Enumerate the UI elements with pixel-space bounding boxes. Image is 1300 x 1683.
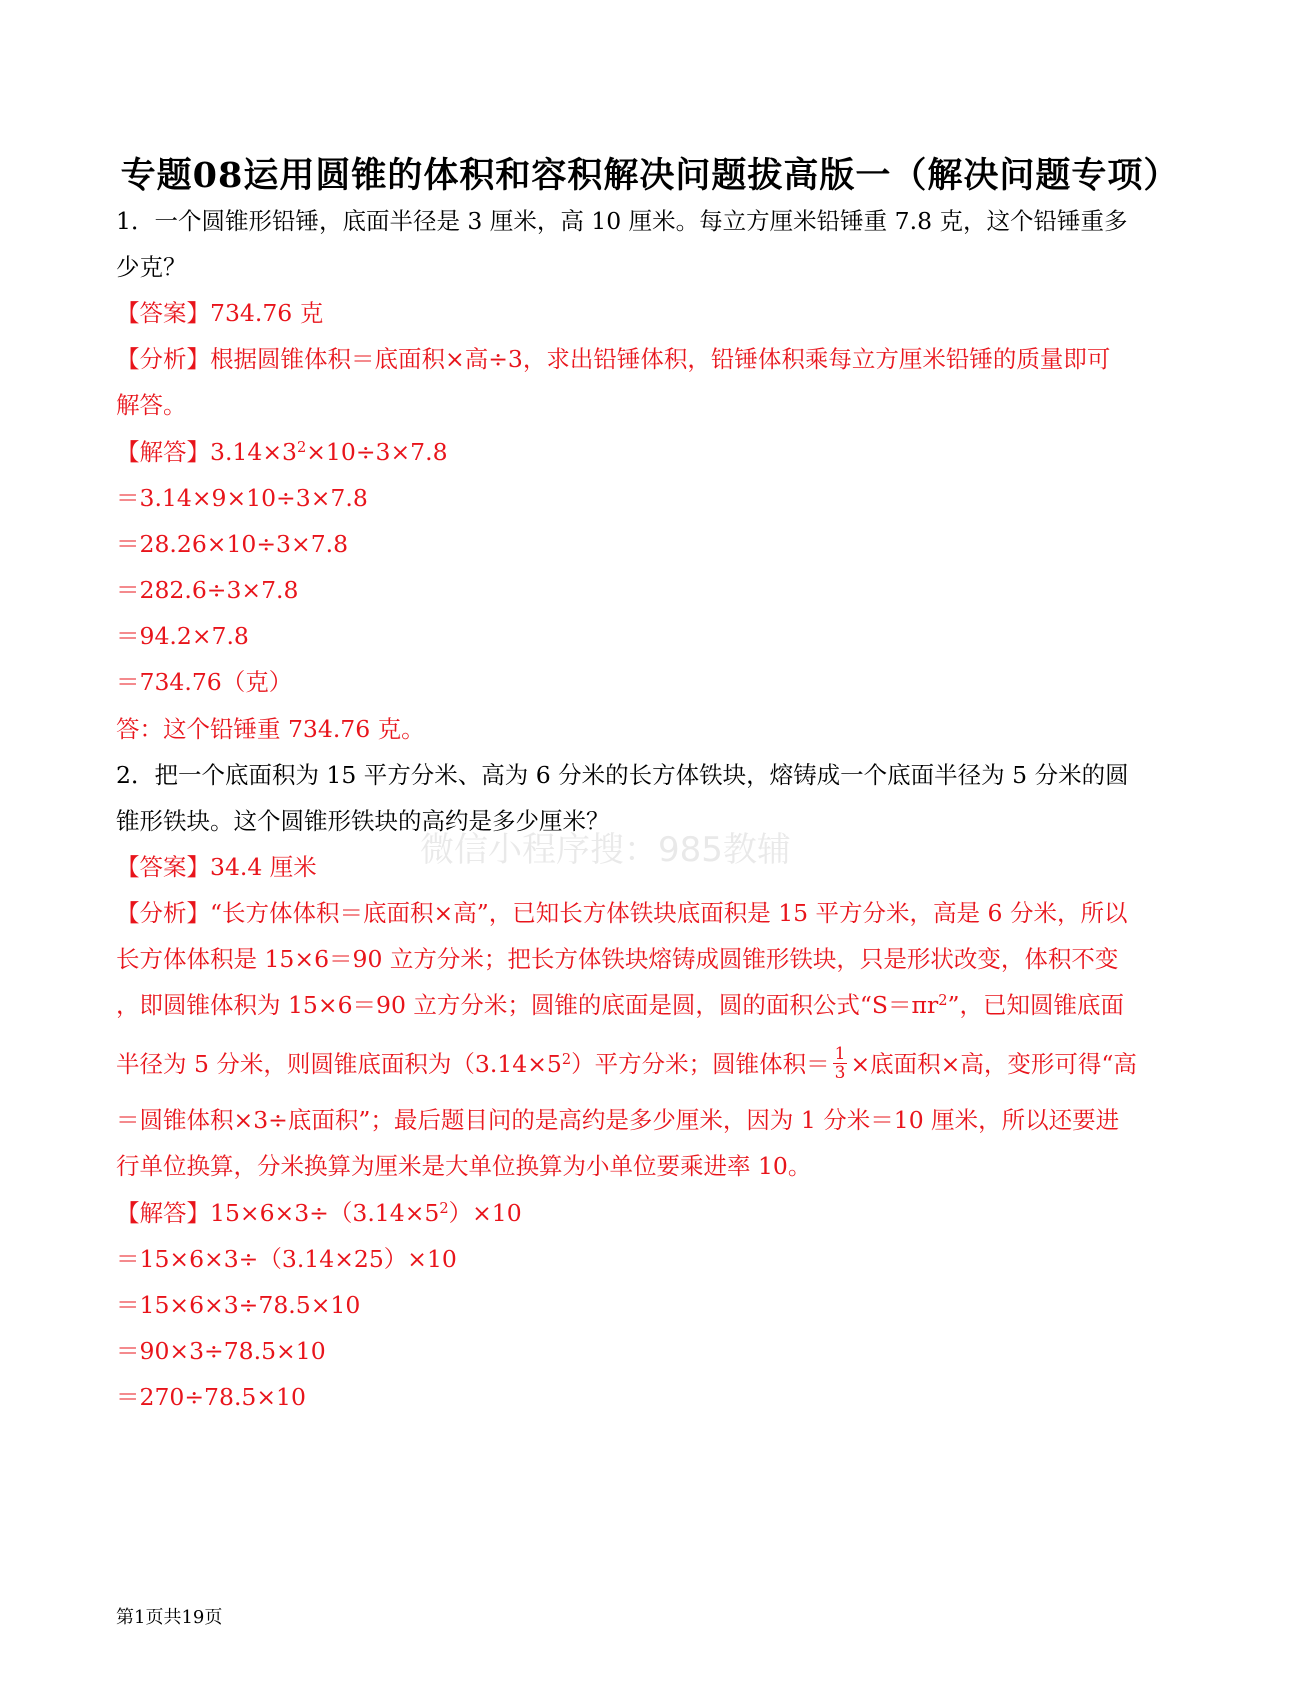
q2-answer: [116, 852, 317, 882]
q1-solution-first: [116, 437, 448, 467]
page-title: 专题08运用圆锥的体积和容积解决问题拔高版一（解决问题专项）: [120, 155, 1180, 196]
q1-step: ＝3.14×9×10÷3×7.8: [116, 484, 368, 512]
q2-solution-first: [116, 1198, 522, 1228]
q2-answer-tag: 【答案】: [116, 853, 210, 881]
q2-solution-tag: 【解答】: [116, 1199, 210, 1227]
q2-question-line1: 2．把一个底面积为 15 平方分米、高为 6 分米的长方体铁块，熔铸成一个底面半径为 5 分米的圆: [116, 761, 1129, 789]
q2-analysis-line4-b: ）平方分米；圆锥体积＝: [571, 1050, 830, 1078]
q2-solution-a: 15×6×3÷（3.14×5: [210, 1199, 440, 1227]
q1-solution-tag: 【解答】: [116, 438, 210, 466]
q1-question-line1: 1．一个圆锥形铅锤，底面半径是 3 厘米，高 10 厘米。每立方厘米铅锤重 7.8 克，这个铅锤重多: [116, 207, 1128, 235]
q2-solution-b: ）×10: [448, 1199, 522, 1227]
page-footer: 第1页共19页: [116, 1607, 223, 1628]
one-third-fraction: [833, 1045, 848, 1082]
q2-question-line2: 锥形铁块。这个圆锥形铁块的高约是多少厘米？: [116, 807, 610, 835]
q1-answer-tag: 【答案】: [116, 299, 210, 327]
q1-analysis-text: 根据圆锥体积＝底面积×高÷3，求出铅锤体积，铅锤体积乘每立方厘米铅锤的质量即可: [210, 345, 1111, 373]
q2-step: ＝270÷78.5×10: [116, 1383, 306, 1411]
q2-step: ＝15×6×3÷（3.14×25）×10: [116, 1245, 457, 1273]
q1-solution-a: 3.14×3: [210, 438, 297, 466]
q2-step: ＝15×6×3÷78.5×10: [116, 1291, 361, 1319]
q1-analysis-line1: [116, 344, 1110, 374]
q1-step: ＝282.6÷3×7.8: [116, 576, 299, 604]
q2-analysis-line6: 行单位换算，分米换算为厘米是大单位换算为小单位要乘进率 10。: [116, 1152, 812, 1180]
q2-analysis-line4-a: 半径为 5 分米，则圆锥底面积为（3.14×5: [116, 1050, 562, 1078]
fraction-denominator: 3: [834, 1063, 846, 1083]
q2-analysis-line4-c: ×底面积×高，变形可得“高: [850, 1050, 1137, 1078]
q2-analysis-line3-a: ，即圆锥体积为 15×6＝90 立方分米；圆锥的底面是圆，圆的面积公式“S＝πr: [116, 991, 939, 1019]
q2-analysis-line2: 长方体体积是 15×6＝90 立方分米；把长方体铁块熔铸成圆锥形铁块，只是形状改变，体积不变: [116, 945, 1119, 973]
q1-analysis-tag: 【分析】: [116, 345, 210, 373]
q2-analysis-text: “长方体体积＝底面积×高”，已知长方体铁块底面积是 15 平方分米，高是 6 分米，所以: [210, 899, 1128, 927]
q2-step: ＝90×3÷78.5×10: [116, 1337, 326, 1365]
q1-question-line2: 少克？: [116, 253, 187, 281]
q2-analysis-line4-sup: 2: [561, 1051, 572, 1068]
q1-solution-b: ×10÷3×7.8: [306, 438, 448, 466]
q1-step: ＝28.26×10÷3×7.8: [116, 530, 349, 558]
q1-answer: [116, 298, 323, 328]
q2-analysis-tag: 【分析】: [116, 899, 210, 927]
fraction-numerator: 1: [834, 1044, 846, 1064]
q1-step: ＝734.76（克）: [116, 668, 293, 696]
q2-answer-value: 34.4 厘米: [210, 853, 317, 881]
q1-solution-sup: 2: [296, 439, 307, 456]
q2-analysis-line5: ＝圆锥体积×3÷底面积”；最后题目问的是高约是多少厘米，因为 1 分米＝10 厘米，所以还要进: [116, 1106, 1120, 1134]
q1-final-answer: 答：这个铅锤重 734.76 克。: [116, 715, 425, 743]
q2-analysis-line3-b: ”，已知圆锥底面: [947, 991, 1124, 1019]
q1-answer-value: 734.76 克: [210, 299, 324, 327]
q1-analysis-line2: 解答。: [116, 391, 187, 419]
q2-solution-sup: 2: [439, 1200, 449, 1217]
q2-analysis-line1: [116, 898, 1127, 928]
q2-analysis-line3-sup: 2: [938, 992, 948, 1009]
watermark: 微信小程序搜：985教辅: [420, 830, 791, 870]
q2-analysis-line3: [116, 990, 1124, 1020]
q1-step: ＝94.2×7.8: [116, 622, 249, 650]
q2-analysis-line4: [116, 1044, 1137, 1084]
